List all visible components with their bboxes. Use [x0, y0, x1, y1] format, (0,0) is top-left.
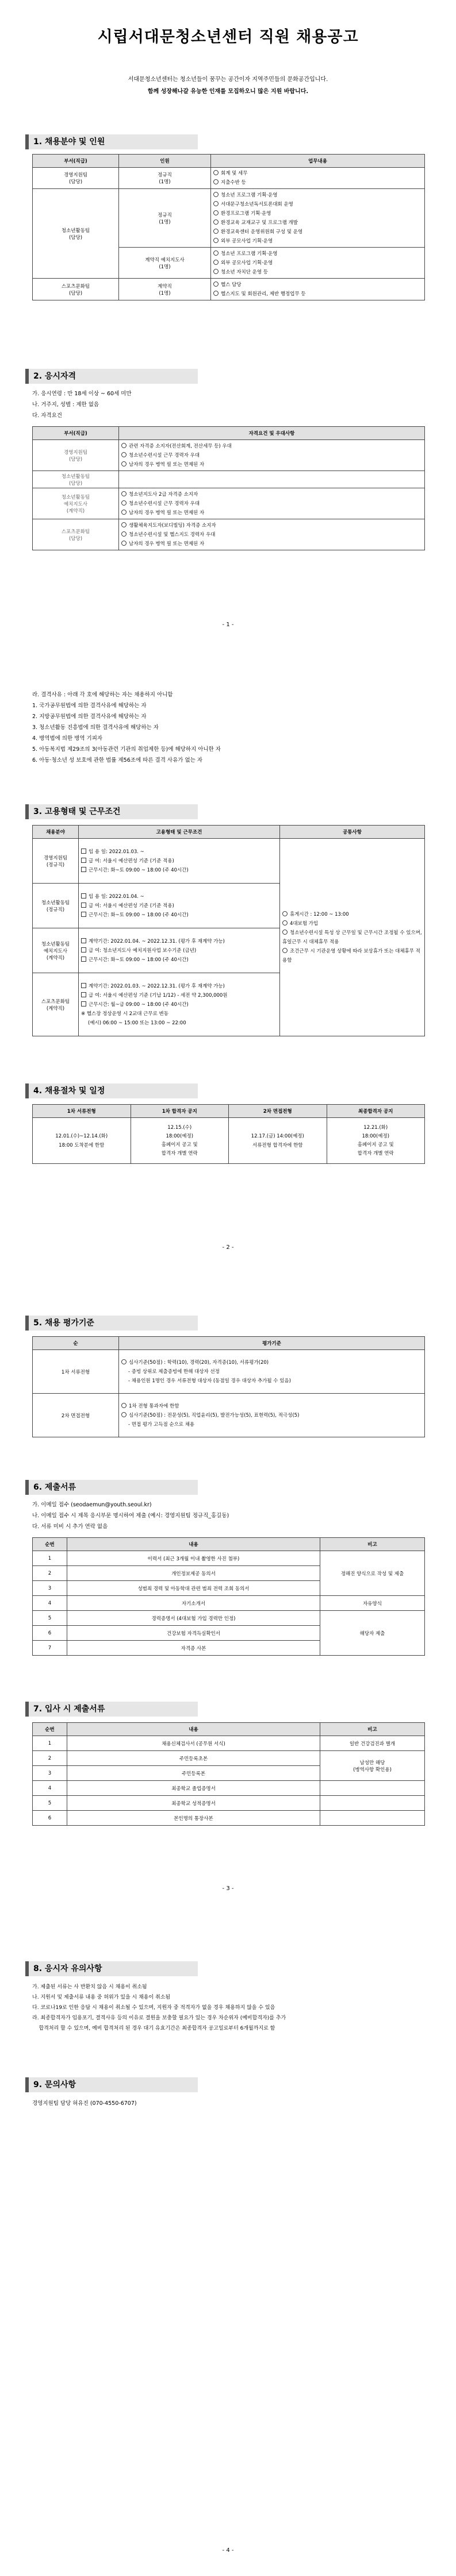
row-number: 6 — [33, 1626, 67, 1641]
duties-cell: 청소년 프로그램 기획·운영 외부 공모사업 기획·운영 청소년 자치단 운영 등 — [211, 248, 425, 279]
intro-line: 함께 성장해나갈 유능한 인재를 모집하오니 많은 지원 바랍니다. — [147, 88, 309, 95]
table-header: 순 — [33, 1337, 119, 1350]
row-number: 7 — [33, 1641, 67, 1656]
table-header: 부서(직급) — [33, 427, 119, 440]
doc-cell: 채용신체검사서 (공무원 서식) — [67, 1736, 320, 1751]
text-line: 나. 지원서 및 제출서류 내용 중 허위가 있을 시 채용이 취소됨 — [32, 1995, 171, 2000]
row-number: 6 — [33, 1811, 67, 1826]
text-line: 라. 최종합격자가 임용포기, 결격사유 등의 이유로 결원을 보충할 필요가 있는 경우 차순위자 (예비합격자)를 추가 — [32, 2015, 286, 2021]
table-header: 내용 — [67, 1538, 320, 1551]
note-cell: 해당자 제출 — [320, 1611, 425, 1656]
doc-cell: 최종학교 성적증명서 — [67, 1796, 320, 1811]
row-number: 2 — [33, 1566, 67, 1581]
schedule-cell: 12.15.(수) 18:00(예정) 홈페이지 공고 및 합격자 개별 연락 — [131, 1118, 229, 1164]
dept-cell: 스포츠문화팀 (계약직) — [33, 973, 79, 1036]
intro-text — [0, 74, 456, 98]
table-header: 내용 — [67, 1723, 320, 1736]
condition-cell: 계약기간: 2022.01.03. ~ 2022.12.31. (평가 후 재계약 가능) 급 여: 서울시 예산편성 기준 (기납 1/12) - 세전 약 2,300,000원 근무시간: 월~금 09:00 ~ 18:00 (주 40시간) ※ 헬스장 정상운영 시 2교대 근무로 변동 (예시) 06:00 ~ 15:00 또는 13:00 ~ 22:00 — [79, 973, 280, 1036]
dept-cell: 청소년활동팀 (정규직) — [33, 884, 79, 928]
row-number: 4 — [33, 1596, 67, 1611]
dept-cell: 경영지원팀 (담당) — [33, 168, 119, 189]
qual-cell: 생활체육지도자(보디빌딩) 자격증 소지자 청소년수련시설 및 헬스지도 경력자 우대 남자의 경우 병역 필 또는 면제된 자 — [119, 519, 425, 550]
stage-cell: 2차 면접전형 — [33, 1394, 119, 1437]
row-number: 4 — [33, 1781, 67, 1796]
doc-cell: 자기소개서 — [67, 1596, 320, 1611]
note-cell — [320, 1781, 425, 1796]
row-number: 3 — [33, 1766, 67, 1781]
text-line: 가. 응시연령 : 만 18세 이상 ~ 60세 미만 — [32, 391, 132, 397]
table-header: 2차 면접전형 — [229, 1105, 327, 1118]
note-cell: 일반 건강검진과 별개 — [320, 1736, 425, 1751]
doc-cell: 이력서 (최근 3개월 이내 촬영한 사진 첨부) — [67, 1551, 320, 1566]
note-cell: 정해진 양식으로 작성 및 제출 — [320, 1551, 425, 1596]
qual-cell: 청소년지도사 2급 자격증 소지자 청소년수련시설 근무 경력자 우대 남자의 경우 병역 필 또는 면제된 자 — [119, 488, 425, 519]
doc-cell: 본인명의 통장사본 — [67, 1811, 320, 1826]
section-7-heading: 7. 입사 시 제출서류 — [25, 1702, 198, 1717]
text-line: 가. 이메일 접수 (seodaemun@youth.seoul.kr) — [32, 1502, 152, 1508]
text-line: 5. 아동복지법 제29조의 3(아동관련 기관의 취업제한 등)에 해당하지 아니한 자 — [32, 746, 221, 753]
page-number: - 1 - — [222, 622, 234, 628]
row-number: 5 — [33, 1796, 67, 1811]
row-number: 5 — [33, 1611, 67, 1626]
note-cell — [320, 1796, 425, 1811]
table-header: 고용형태 및 근무조건 — [79, 826, 280, 839]
qualification-table — [32, 426, 425, 550]
count-cell: 정규직 (1명) — [119, 189, 211, 248]
doc-cell: 건강보험 자격득실확인서 — [67, 1626, 320, 1641]
text-line: 가. 제출된 서류는 사 반환치 않음 시 채용이 취소됨 — [32, 1984, 147, 1990]
eligibility-text — [32, 388, 429, 421]
table-header: 공통사항 — [280, 826, 425, 839]
employment-table — [32, 825, 425, 1036]
table-header: 부서(직급) — [33, 155, 119, 168]
section-5-heading: 5. 채용 평가기준 — [25, 1316, 198, 1331]
section-2-heading: 2. 응시자격 — [25, 369, 198, 384]
disqualification-text — [32, 689, 429, 766]
text-line: 6. 아동·청소년 성 보호에 관한 법률 제56조에 따른 결격 사유가 없는 자 — [32, 757, 202, 763]
table-header: 평가기준 — [119, 1337, 425, 1350]
text-line: 나. 거주지, 성별 : 제한 없음 — [32, 402, 99, 408]
note-cell — [320, 1811, 425, 1826]
recruitment-table — [32, 154, 425, 300]
row-number: 3 — [33, 1581, 67, 1596]
page-title: 시립서대문청소년센터 직원 채용공고 — [97, 28, 359, 46]
section-6-heading: 6. 제출서류 — [25, 1480, 198, 1495]
intro-line: 서대문청소년센터는 청소년들이 꿈꾸는 공간이자 지역주민들의 문화공간입니다. — [128, 76, 328, 83]
schedule-cell: 12.01.(수)~12.14.(화) 18:00 도착분에 한함 — [33, 1118, 131, 1164]
condition-cell: 임 용 일: 2022.01.04. ~ 급 여: 서울시 예산편성 기준 (기준 적용) 근무시간: 화~토 09:00 ~ 18:00 (주 40시간) — [79, 884, 280, 928]
duties-cell: 회계 및 세무 지출수반 등 — [211, 168, 425, 189]
doc-cell: 경력증명서 (4대보험 가입 경력만 인정) — [67, 1611, 320, 1626]
qual-cell: 관련 자격증 소지자(전산회계, 전산세무 등) 우대 청소년수련시설 근무 경력자 우대 남자의 경우 병역 필 또는 면제된 자 — [119, 440, 425, 471]
submission-text — [32, 1499, 429, 1532]
row-number: 2 — [33, 1751, 67, 1766]
table-header: 순번 — [33, 1538, 67, 1551]
page-number: - 4 - — [222, 2547, 234, 2554]
table-header: 최종합격자 공지 — [327, 1105, 425, 1118]
contact-text: 경영지원팀 담당 허유진 (070-4550-6707) — [32, 2100, 137, 2107]
text-line: 1. 국가공무원법에 의한 결격사유에 해당하는 자 — [32, 703, 147, 709]
dept-cell: 스포츠문화팀 (담당) — [33, 279, 119, 300]
criteria-cell: 1차 전형 통과자에 한함 심사기준(50점) : 전문성(5), 직업윤리(5), 발전가능성(5), 표현력(5), 적극성(5) - 면접 평가 고득점 순으로 채용 — [119, 1394, 425, 1437]
count-cell: 계약직 예치지도사 (1명) — [119, 248, 211, 279]
text-line: 다. 서류 미비 시 추가 연락 없음 — [32, 1524, 108, 1530]
documents-table — [32, 1537, 425, 1656]
dept-cell: 스포츠문화팀 (담당) — [33, 519, 119, 550]
text-line: 다. 코로나19로 인한 응답 시 채용이 취소될 수 있으며, 지원자 중 적격자가 없을 경우 채용하지 않을 수 있음 — [32, 2005, 275, 2011]
stage-cell: 1차 서류전형 — [33, 1350, 119, 1394]
dept-cell: 경영지원팀 (정규직) — [33, 839, 79, 884]
doc-cell: 자격증 사본 — [67, 1641, 320, 1656]
dept-cell: 청소년활동팀 예치지도사 (계약직) — [33, 928, 79, 973]
evaluation-table — [32, 1336, 425, 1437]
onboarding-docs-table — [32, 1722, 425, 1826]
table-header: 업무내용 — [211, 155, 425, 168]
qual-cell — [119, 471, 425, 488]
condition-cell: 임 용 일: 2022.01.03. ~ 급 여: 서울시 예산편성 기준 (기준 적용) 근무시간: 화~토 09:00 ~ 18:00 (주 40시간) — [79, 839, 280, 884]
count-cell: 정규직 (1명) — [119, 168, 211, 189]
row-number: 1 — [33, 1736, 67, 1751]
table-header: 비고 — [320, 1538, 425, 1551]
schedule-cell: 12.17.(금) 14:00(예정) 서류전형 합격자에 한함 — [229, 1118, 327, 1164]
note-cell: 자유양식 — [320, 1596, 425, 1611]
doc-cell: 주민등록초본 — [67, 1751, 320, 1766]
table-header: 1차 합격자 공지 — [131, 1105, 229, 1118]
section-9-heading: 9. 문의사항 — [25, 2077, 198, 2092]
doc-cell: 개인정보제공 동의서 — [67, 1566, 320, 1581]
text-line: 합격처리 할 수 있으며, 예비 합격처리 된 경우 대기 유효기간은 최종합격자 공고일로부터 6개월까지로 함 — [32, 2026, 275, 2031]
text-line: 3. 청소년활동 진흥법에 의한 결격사유에 해당하는 자 — [32, 724, 159, 731]
section-4-heading: 4. 채용절차 및 일정 — [25, 1083, 198, 1098]
schedule-table — [32, 1104, 425, 1164]
page-number: - 2 - — [222, 1244, 234, 1251]
text-line: 나. 이메일 접수 시 제목 응시부문 명시하여 제출 (예시: 경영지원팀 정규직_홍길동) — [32, 1513, 229, 1519]
schedule-cell: 12.21.(화) 18:00(예정) 홈페이지 공고 및 합격자 개별 연락 — [327, 1118, 425, 1164]
duties-cell: 헬스 담당 헬스지도 및 회원관리, 제반 행정업무 등 — [211, 279, 425, 300]
table-header: 1차 서류전형 — [33, 1105, 131, 1118]
page-number: - 3 - — [222, 1885, 234, 1892]
table-header: 인원 — [119, 155, 211, 168]
section-8-heading: 8. 응시자 유의사항 — [25, 1961, 198, 1976]
table-header: 채용분야 — [33, 826, 79, 839]
text-line: 4. 병역법에 의한 병역 기피자 — [32, 735, 103, 742]
text-line: 2. 지방공무원법에 의한 결격사유에 해당하는 자 — [32, 714, 147, 720]
criteria-cell: 심사기준(50점) : 학력(10), 경력(20), 자격증(10), 서류평가(20) - 증빙 상위로 제출증빙에 한해 대상자 선정 - 채용인원 1명인 경우 서류전형 대상자 (동점일 경우 대상자 추가될 수 있음) — [119, 1350, 425, 1394]
table-header: 자격요건 및 우대사항 — [119, 427, 425, 440]
doc-cell: 성범죄 경력 및 아동학대 관련 범죄 전력 조회 동의서 — [67, 1581, 320, 1596]
condition-cell: 계약기간: 2022.01.04. ~ 2022.12.31. (평가 후 재계약 가능) 급 여: 청소년지도사 예치지원사업 보수기준 (금년) 근무시간: 화~토 09:00 ~ 18:00 (주 40시간) — [79, 928, 280, 973]
dept-cell: 경영지원팀 (담당) — [33, 440, 119, 471]
doc-cell: 최종학교 졸업증명서 — [67, 1781, 320, 1796]
text-line: 라. 결격사유 : 아래 각 호에 해당하는 자는 채용하지 아니함 — [32, 692, 173, 698]
dept-cell: 청소년활동팀 (담당) — [33, 471, 119, 488]
text-line: 다. 자격요건 — [32, 412, 62, 419]
note-cell: 남성만 해당 (병역사항 확인용) — [320, 1751, 425, 1781]
table-header: 비고 — [320, 1723, 425, 1736]
row-number: 1 — [33, 1551, 67, 1566]
section-3-heading: 3. 고용형태 및 근무조건 — [25, 804, 198, 819]
doc-cell: 주민등록본 — [67, 1766, 320, 1781]
dept-cell: 청소년활동팀 예치지도사 (계약직) — [33, 488, 119, 519]
common-cell: 휴게시간 : 12:00 ~ 13:00 4대보험 가입 청소년수련시설 특성 상 근무일 및 근무시간 조정될 수 있으며, 휴일근무 시 대체휴무 적용 조건근무 시 기관운영 상황에 따라 보상휴가 또는 대체휴무 적용함 — [280, 839, 425, 1036]
count-cell: 계약직 (1명) — [119, 279, 211, 300]
notice-text — [32, 1982, 429, 2034]
table-header: 순번 — [33, 1723, 67, 1736]
section-1-heading: 1. 채용분야 및 인원 — [25, 134, 198, 149]
dept-cell: 청소년활동팀 (담당) — [33, 189, 119, 279]
duties-cell: 청소년 프로그램 기획·운영 서대문구청소년독서토론대회 운영 환경프로그램 기획·운영 환경교육 교재교구 및 프로그램 개발 환경교육센터 운영위원회 구성 및 운영 외부 공모사업 기획·운영 — [211, 189, 425, 248]
